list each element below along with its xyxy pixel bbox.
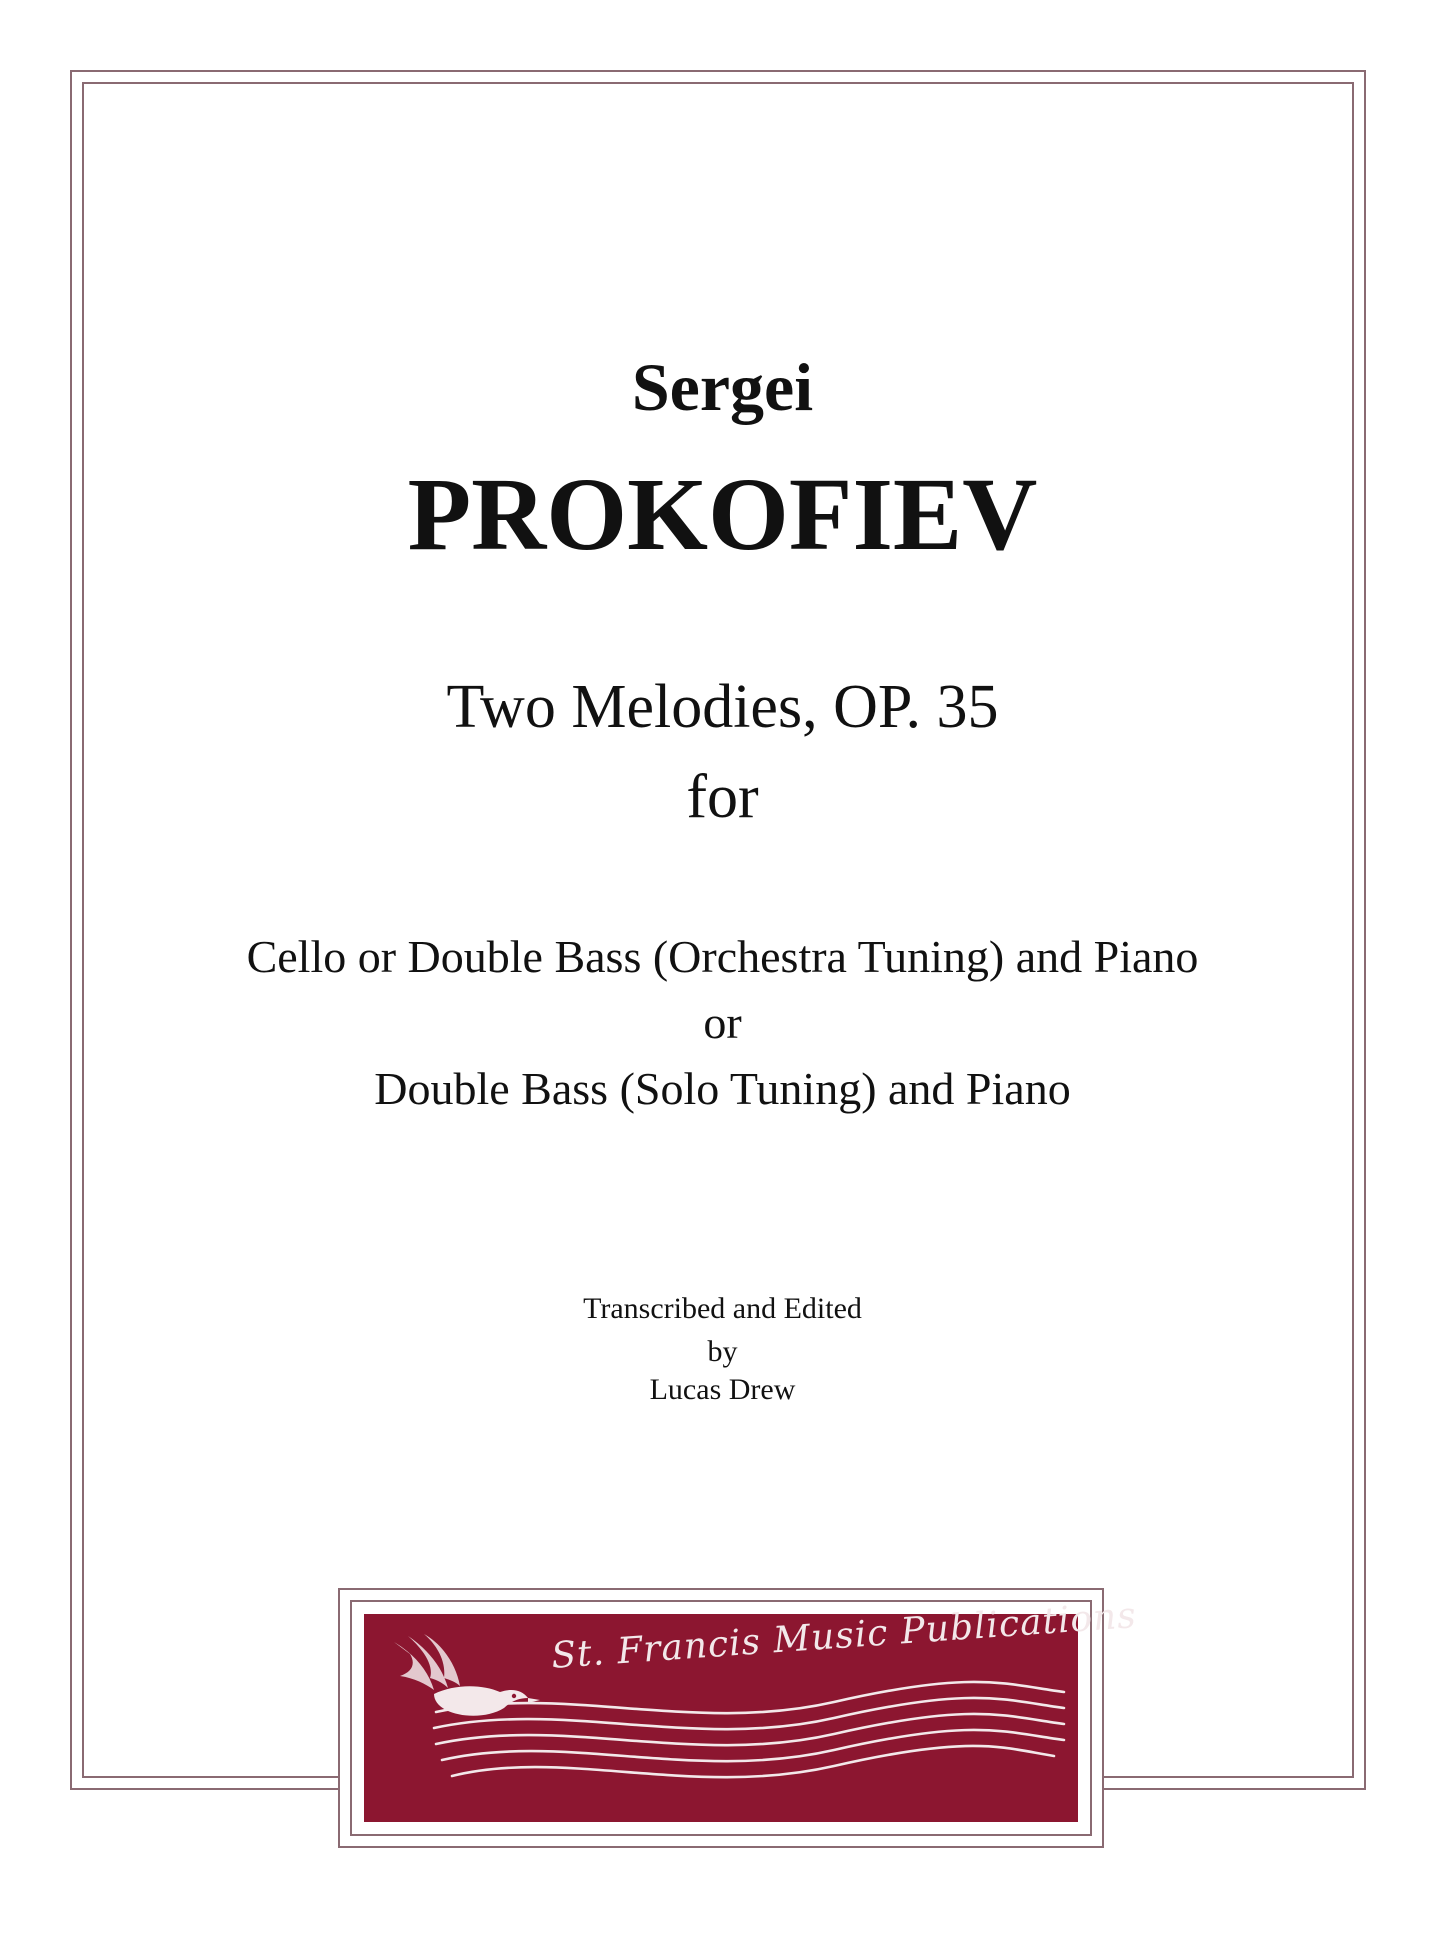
instrumentation-line-2: or [703, 997, 742, 1048]
work-for-label: for [686, 763, 759, 831]
instrumentation-line-1: Cello or Double Bass (Orchestra Tuning) and Piano [246, 931, 1199, 982]
publisher-name: St. Francis Music Publications [550, 1595, 1138, 1677]
composer-first-name: Sergei [631, 349, 814, 425]
credit-editor-name: Lucas Drew [649, 1373, 796, 1406]
composer-last-name: PROKOFIEV [407, 457, 1038, 572]
credit-line-1: Transcribed and Edited [583, 1292, 862, 1325]
credit-line-2: by [707, 1335, 738, 1368]
instrumentation-line-3: Double Bass (Solo Tuning) and Piano [374, 1063, 1071, 1114]
work-title: Two Melodies, OP. 35 [446, 673, 999, 741]
publisher-logo [364, 1595, 1138, 1822]
